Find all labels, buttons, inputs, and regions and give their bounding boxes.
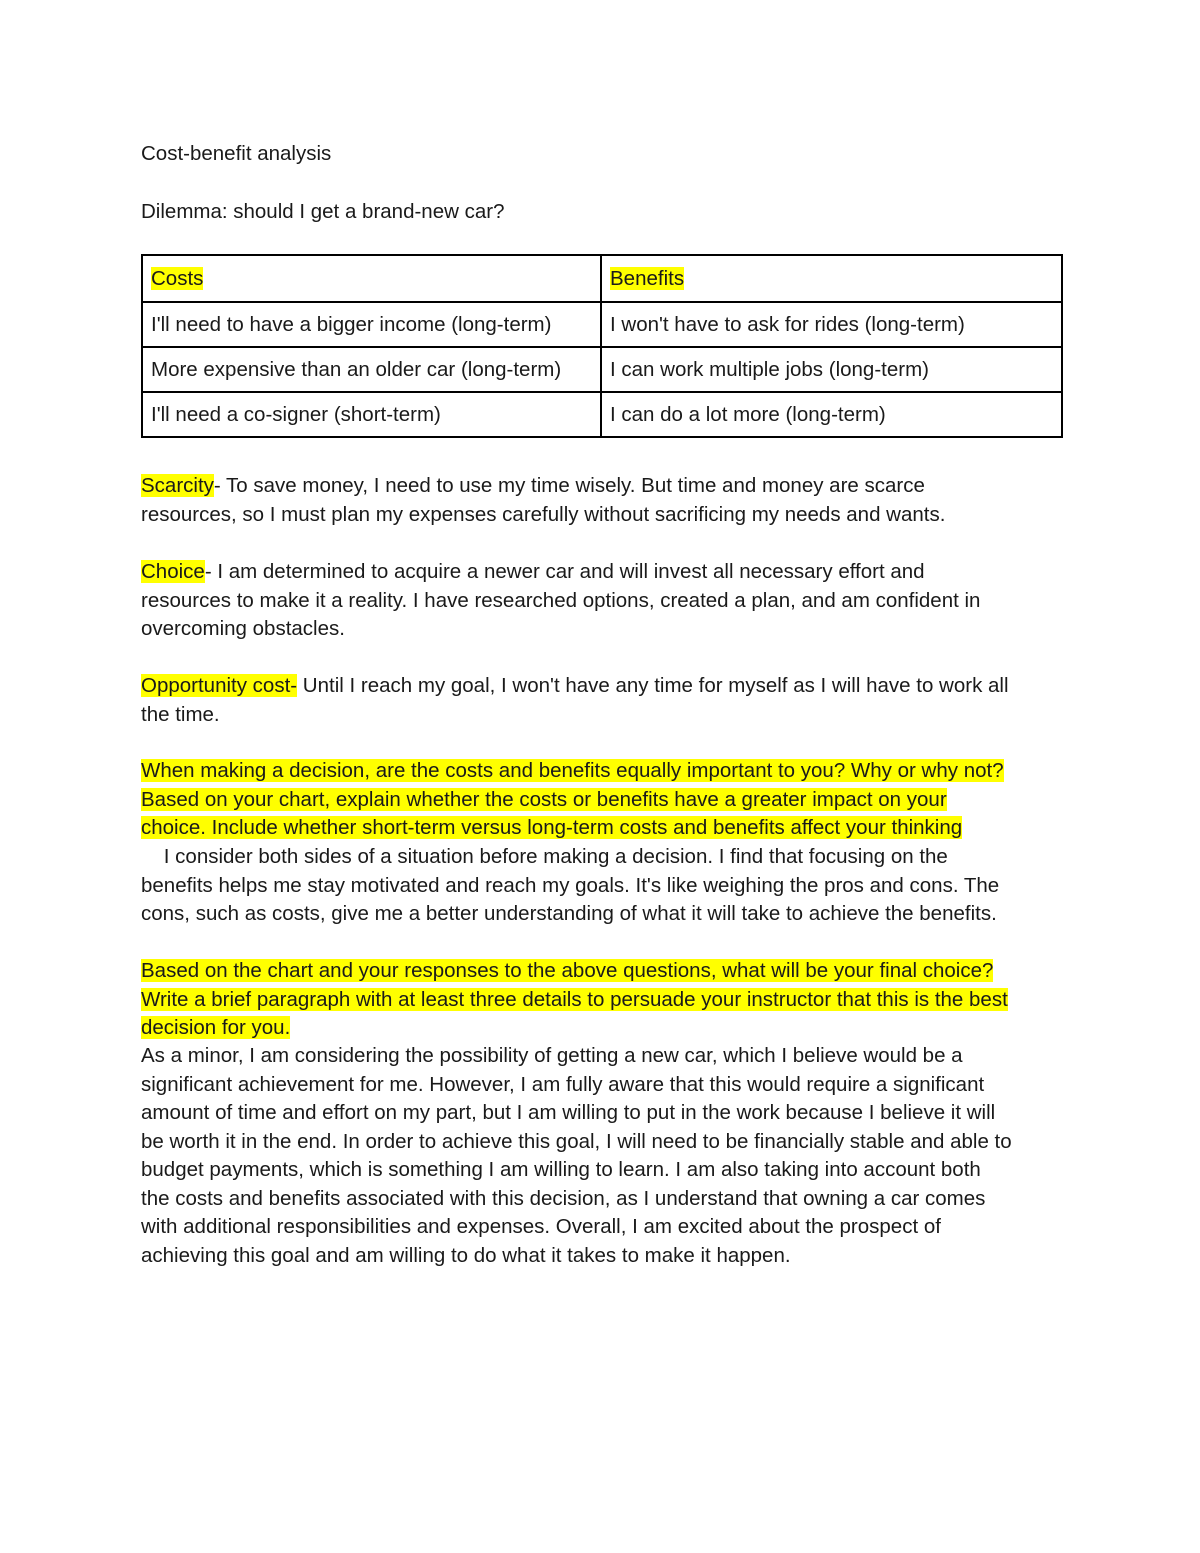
dilemma-statement: Dilemma: should I get a brand-new car? bbox=[141, 200, 505, 223]
paragraph-line: the costs and benefits associated with this decision, as I understand that owning a car comes bbox=[141, 1186, 986, 1210]
benefit-cell: I can do a lot more (long-term) bbox=[601, 392, 1062, 437]
document-title: Cost-benefit analysis bbox=[141, 142, 332, 165]
benefits-header: Benefits bbox=[610, 266, 685, 290]
question-line bbox=[141, 757, 1071, 786]
paragraph-line bbox=[141, 558, 1071, 587]
scarcity-paragraph bbox=[141, 472, 1071, 529]
paragraph-line: overcoming obstacles. bbox=[141, 617, 345, 640]
opportunity-cost-text: Until I reach my goal, I won't have any time for myself as I will have to work all bbox=[297, 674, 1009, 697]
paragraph-line: resources to make it a reality. I have researched options, created a plan, and am confident in bbox=[141, 588, 981, 612]
question-line-text: choice. Include whether short-term versus long-term costs and benefits affect your thinking bbox=[141, 816, 963, 839]
question-line-text: Write a brief paragraph with at least three details to persuade your instructor that this is the best bbox=[141, 987, 1008, 1011]
table-header-row bbox=[142, 255, 1062, 302]
table-row bbox=[142, 347, 1062, 392]
benefits-header-cell bbox=[601, 255, 1062, 302]
costs-header: Costs bbox=[151, 266, 204, 290]
question-line-text: Based on the chart and your responses to the above questions, what will be your final choice? bbox=[141, 959, 994, 982]
scarcity-text: - To save money, I need to use my time wisely. But time and money are scarce bbox=[213, 474, 925, 497]
question-1 bbox=[141, 757, 1071, 843]
paragraph-line: budget payments, which is something I am willing to learn. I am also taking into account both bbox=[141, 1158, 981, 1181]
opportunity-cost-paragraph bbox=[141, 672, 1071, 729]
question-line-text: When making a decision, are the costs and benefits equally important to you? Why or why not? bbox=[141, 759, 1004, 782]
paragraph-line: with additional responsibilities and expenses. Overall, I am excited about the prospect of bbox=[141, 1215, 941, 1238]
cost-cell: More expensive than an older car (long-term) bbox=[142, 347, 601, 392]
paragraph-line: cons, such as costs, give me a better understanding of what it will take to achieve the benefits. bbox=[141, 902, 997, 925]
cost-cell: I'll need to have a bigger income (long-term) bbox=[142, 302, 601, 347]
benefit-cell: I can work multiple jobs (long-term) bbox=[601, 347, 1062, 392]
cost-cell: I'll need a co-signer (short-term) bbox=[142, 392, 601, 437]
paragraph-line bbox=[141, 472, 1071, 501]
question-line bbox=[141, 786, 1071, 815]
question-2 bbox=[141, 957, 1071, 1043]
cost-benefit-table bbox=[141, 254, 1063, 438]
answer-2 bbox=[141, 1042, 1071, 1270]
benefit-cell: I won't have to ask for rides (long-term) bbox=[601, 302, 1062, 347]
paragraph-line bbox=[141, 672, 1071, 701]
scarcity-term: Scarcity bbox=[141, 474, 214, 497]
paragraph-line: significant achievement for me. However, I am fully aware that this would require a significant bbox=[141, 1072, 985, 1096]
paragraph-line: I consider both sides of a situation before making a decision. I find that focusing on the bbox=[141, 845, 948, 868]
choice-term: Choice bbox=[141, 560, 205, 583]
question-line bbox=[141, 957, 1071, 986]
paragraph-line: the time. bbox=[141, 702, 220, 726]
paragraph-line: resources, so I must plan my expenses carefully without sacrificing my needs and wants. bbox=[141, 502, 946, 526]
paragraph-line: As a minor, I am considering the possibility of getting a new car, which I believe would be a bbox=[141, 1044, 963, 1067]
table-row bbox=[142, 302, 1062, 347]
question-line bbox=[141, 1014, 1071, 1043]
question-line-text: Based on your chart, explain whether the costs or benefits have a greater impact on your bbox=[141, 787, 947, 811]
paragraph-line: be worth it in the end. In order to achieve this goal, I will need to be financially stable and able to bbox=[141, 1129, 1012, 1153]
opportunity-cost-term: Opportunity cost- bbox=[141, 674, 298, 697]
question-line bbox=[141, 814, 1071, 843]
choice-text: - I am determined to acquire a newer car and will invest all necessary effort and bbox=[204, 560, 925, 583]
answer-1 bbox=[141, 843, 1071, 929]
question-line-text: decision for you. bbox=[141, 1016, 291, 1039]
table-row bbox=[142, 392, 1062, 437]
choice-paragraph bbox=[141, 558, 1071, 644]
question-line bbox=[141, 986, 1071, 1015]
costs-header-cell bbox=[142, 255, 601, 302]
paragraph-line: amount of time and effort on my part, but I am willing to put in the work because I believe it will bbox=[141, 1101, 996, 1124]
paragraph-line: achieving this goal and am willing to do what it takes to make it happen. bbox=[141, 1243, 791, 1267]
paragraph-line: benefits helps me stay motivated and reach my goals. It's like weighing the pros and cons. The bbox=[141, 873, 1000, 897]
